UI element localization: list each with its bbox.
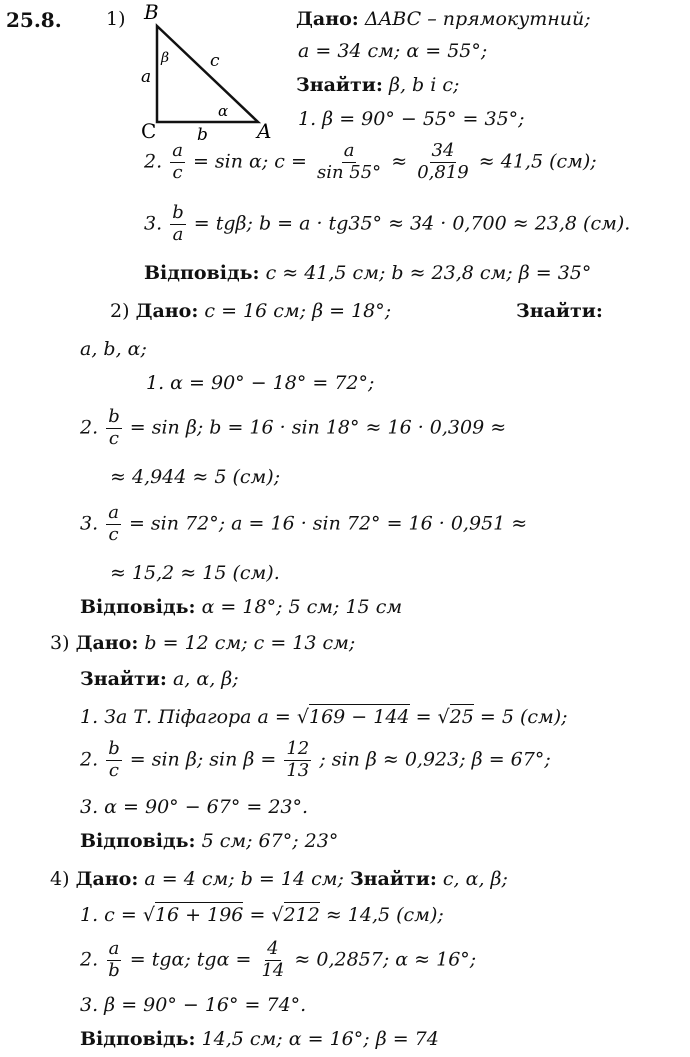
p2-answer (80, 598, 402, 617)
p2-step1: 1. α = 90° − 18° = 72°; (146, 372, 375, 394)
p2-step2-continuation: ≈ 4,944 ≈ 5 (см); (110, 466, 281, 488)
frac-den: c (172, 161, 183, 183)
p3-answer-kw: Відповідь: (80, 830, 196, 852)
side-b-label: b (197, 125, 208, 142)
frac-num: 34 (431, 140, 455, 161)
p3-sqrt-1: 169 − 144 (308, 706, 410, 728)
p3-step2 (80, 740, 551, 781)
frac-num: a (108, 938, 120, 959)
p1-step2-approx: ≈ (391, 150, 408, 173)
side-a-label: a (141, 67, 152, 87)
p2-step2-fraction (106, 408, 122, 449)
p4-sqrt-1: 16 + 196 (154, 904, 244, 926)
p4-step2-mid: = tgα; tgα = (129, 948, 252, 971)
p1-step1: 1. β = 90° − 55° = 35°; (298, 108, 525, 130)
frac-num: 12 (286, 738, 310, 759)
p3-find-text: a, α, β; (172, 668, 239, 690)
p4-label: 4) (50, 868, 70, 890)
p4-step1: 1. c = √16 + 196 = √212 ≈ 14,5 (см); (80, 904, 444, 926)
p4-step2-number: 2. (80, 948, 99, 971)
p4-find-text: c, α, β; (442, 868, 508, 890)
p4-step2-fraction-a-b (106, 940, 122, 981)
p3-step2-end: ; sin β ≈ 0,923; β = 67°; (319, 748, 551, 771)
right-triangle-figure (140, 2, 275, 142)
p4-step2 (80, 940, 476, 981)
frac-den: c (108, 427, 119, 449)
angle-beta-label: β (161, 50, 170, 66)
p1-answer-text: c ≈ 41,5 см; b ≈ 23,8 см; β = 35° (265, 262, 592, 284)
p3-step2-fraction-b-c (106, 740, 122, 781)
frac-num: b (172, 202, 184, 223)
p2-step3-number: 3. (80, 512, 99, 535)
angle-alpha-label: α (218, 102, 229, 120)
p4-answer-kw: Відповідь: (80, 1028, 196, 1050)
p1-step2-fraction-numeric (415, 142, 471, 183)
frac-den: c (108, 759, 119, 781)
p1-step2-fraction-a-c (170, 142, 185, 183)
p2-step2-rest: = sin β; b = 16 · sin 18° ≈ 16 · 0,309 ≈ (129, 416, 507, 439)
p3-find-line (80, 670, 239, 689)
p4-step1-eq: = (249, 904, 266, 926)
p4-sqrt-2: 212 (283, 904, 320, 926)
vertex-b: B (144, 2, 159, 24)
p4-step2-fraction-numeric (259, 940, 286, 981)
frac-den: 14 (261, 959, 285, 981)
p3-step3: 3. α = 90° − 67° = 23°. (80, 796, 309, 818)
p3-answer (80, 832, 338, 851)
p2-given-line (110, 302, 391, 321)
problem-number: 25.8. (6, 8, 62, 32)
p1-step2-mid: = sin α; c = (192, 150, 307, 173)
p2-given-kw: Дано: (135, 300, 199, 322)
p2-step3 (80, 504, 527, 545)
p2-label: 2) (110, 300, 130, 322)
p4-step2-end: ≈ 0,2857; α ≈ 16°; (294, 948, 477, 971)
frac-num: a (108, 502, 119, 523)
p1-step3-number: 3. (144, 212, 163, 235)
p2-find-text: a, b, α; (80, 338, 147, 360)
vertex-a: A (257, 119, 272, 142)
p1-step2 (144, 142, 597, 183)
p1-find-line (296, 76, 459, 95)
p3-step1-eq: = (415, 706, 432, 728)
p3-step1: 1. За Т. Піфагора a = √169 − 144 = √25 = 5 (см); (80, 706, 568, 728)
p4-given-text: a = 4 см; b = 14 см; (144, 868, 344, 890)
p1-given-values: a = 34 см; α = 55°; (298, 40, 488, 62)
p3-answer-text: 5 см; 67°; 23° (201, 830, 339, 852)
p4-find-kw: Знайти: (349, 868, 437, 890)
p3-label: 3) (50, 632, 70, 654)
frac-num: b (108, 406, 120, 427)
frac-den: b (108, 959, 120, 981)
p1-step2-number: 2. (144, 150, 163, 173)
part1-label: 1) (106, 8, 126, 30)
p3-step1-end: = 5 (см); (479, 706, 568, 728)
p2-find-kw: Знайти: (516, 300, 603, 322)
p3-step2-fraction-numeric (284, 740, 311, 781)
p1-given-line (296, 10, 591, 29)
p1-given-text: ΔABC – прямокутний; (364, 8, 591, 30)
p1-step3-fraction (170, 204, 186, 245)
p2-step2-number: 2. (80, 416, 99, 439)
p1-step2-end: ≈ 41,5 (см); (478, 150, 597, 173)
p3-step1-text: 1. За Т. Піфагора a = (80, 706, 291, 728)
frac-den: a (172, 223, 184, 245)
p2-step3-fraction (106, 504, 121, 545)
p3-given-line (50, 634, 355, 653)
p3-step2-number: 2. (80, 748, 99, 771)
p1-find-kw: Знайти: (296, 74, 383, 96)
p4-step3: 3. β = 90° − 16° = 74°. (80, 994, 307, 1016)
p1-step3-rest: = tgβ; b = a · tg35° ≈ 34 · 0,700 ≈ 23,8 (см). (193, 212, 631, 235)
p4-step1-end: ≈ 14,5 (см); (325, 904, 444, 926)
frac-num: a (172, 140, 183, 161)
p4-answer-text: 14,5 см; α = 16°; β = 74 (201, 1028, 439, 1050)
p2-step3-rest: = sin 72°; a = 16 · sin 72° = 16 · 0,951 ≈ (128, 512, 528, 535)
p4-answer (80, 1030, 439, 1049)
frac-num: 4 (267, 938, 279, 959)
p3-step2-mid: = sin β; sin β = (129, 748, 277, 771)
p3-find-kw: Знайти: (80, 668, 167, 690)
p2-step2 (80, 408, 506, 449)
p4-given-line (50, 870, 508, 889)
vertex-c: C (141, 119, 157, 142)
p4-step1-text: 1. c = (80, 904, 137, 926)
p3-given-text: b = 12 см; c = 13 см; (144, 632, 356, 654)
triangle-shape (157, 26, 258, 122)
p1-given-kw: Дано: (296, 8, 359, 30)
frac-den: 13 (286, 759, 310, 781)
frac-den: c (108, 523, 119, 545)
frac-num: a (343, 140, 355, 161)
p1-step2-fraction-a-sin (315, 142, 383, 183)
p2-answer-kw: Відповідь: (80, 596, 196, 618)
p2-step3-continuation: ≈ 15,2 ≈ 15 (см). (110, 562, 280, 584)
p1-find-text: β, b і c; (388, 74, 460, 96)
p4-given-kw: Дано: (75, 868, 139, 890)
p2-answer-text: α = 18°; 5 см; 15 см (201, 596, 403, 618)
p1-answer (144, 264, 591, 283)
p2-given-text: c = 16 см; β = 18°; (204, 300, 392, 322)
frac-den: sin 55° (316, 161, 382, 183)
p1-step3 (144, 204, 630, 245)
side-c-label: c (210, 51, 220, 71)
frac-num: b (108, 738, 120, 759)
p3-given-kw: Дано: (75, 632, 139, 654)
p1-answer-kw: Відповідь: (144, 262, 260, 284)
p3-sqrt-2: 25 (449, 706, 474, 728)
frac-den: 0,819 (417, 161, 469, 183)
